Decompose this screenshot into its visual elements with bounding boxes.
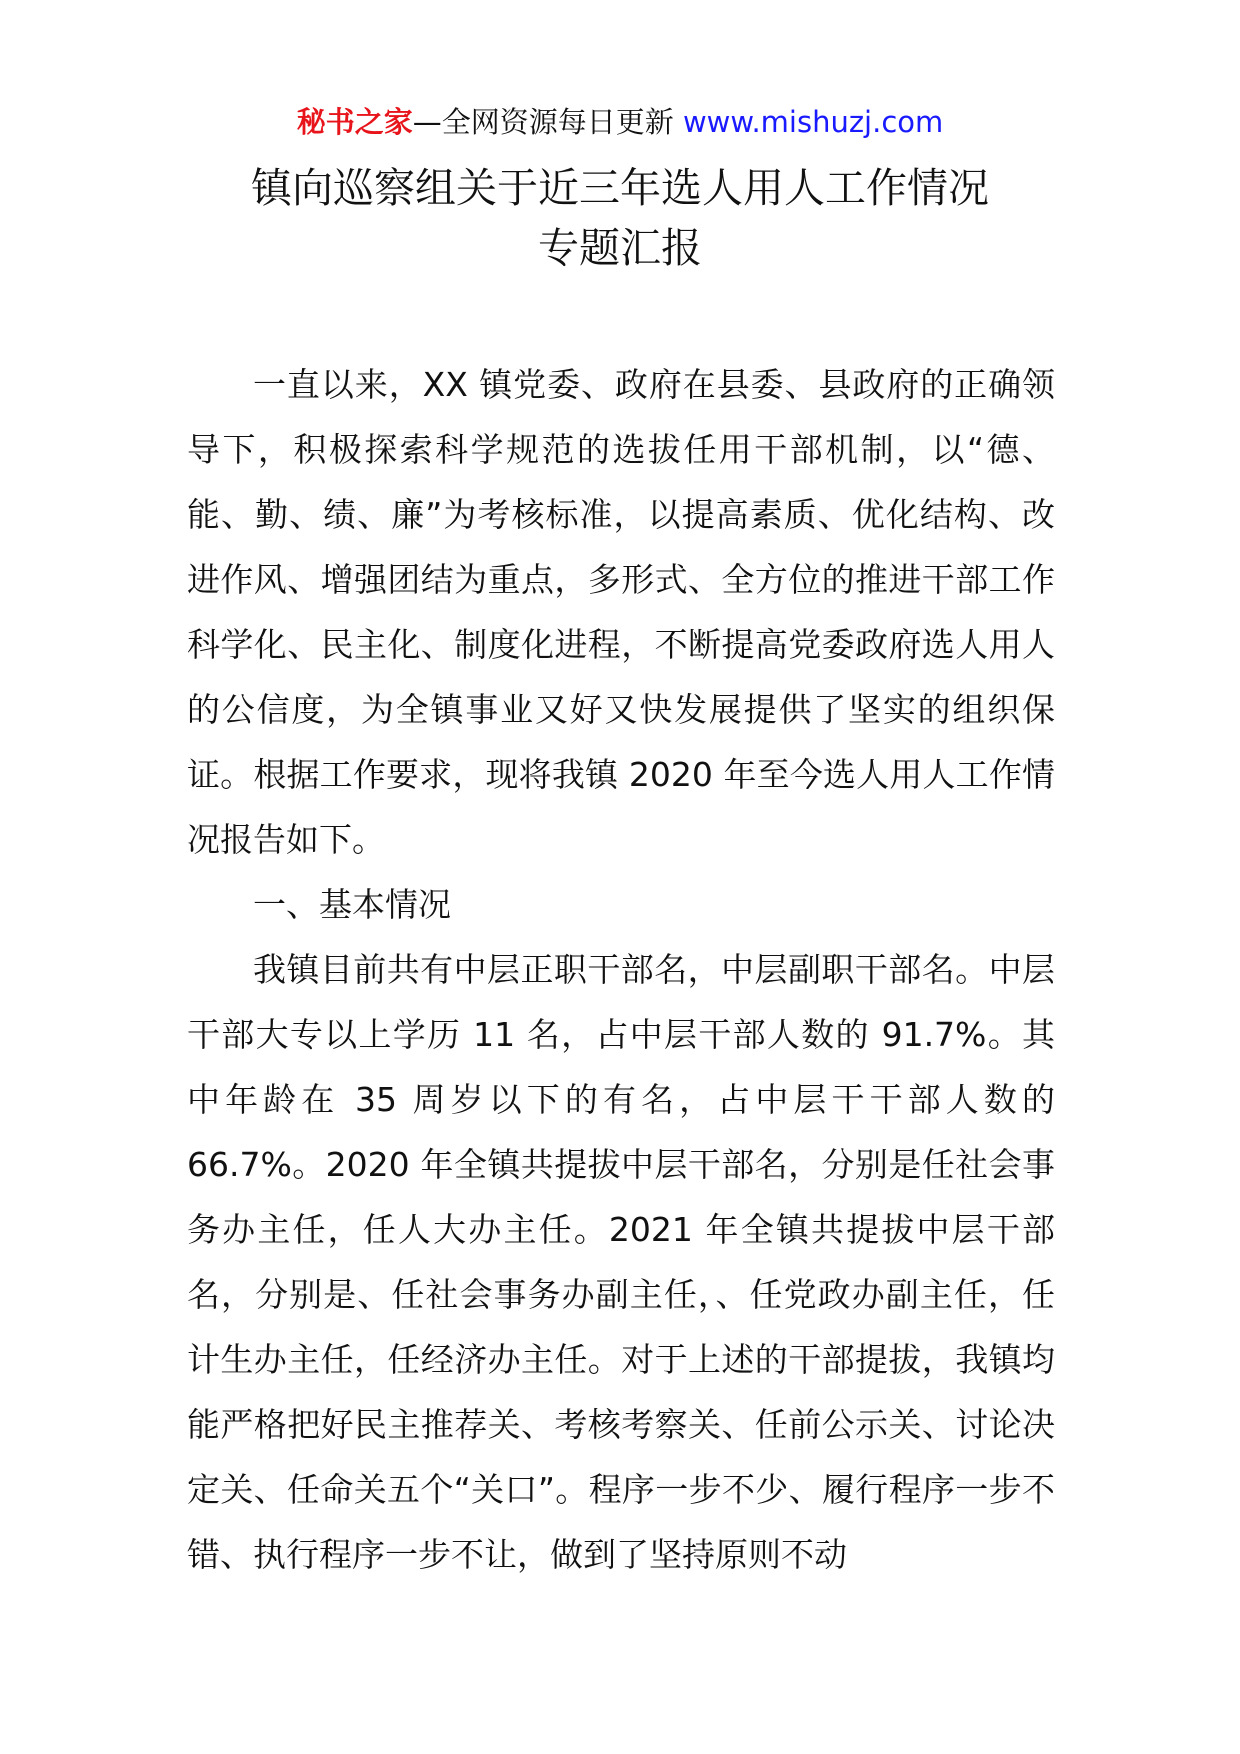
document-body (187, 352, 1055, 1587)
title-line-1: 镇向巡察组关于近三年选人用人工作情况 (251, 164, 989, 212)
intro-paragraph: 一直以来，XX 镇党委、政府在县委、县政府的正确领导下，积极探索科学规范的选拔任用干部机制，以“德、能、勤、绩、廉”为考核标准，以提高素质、优化结构、改进作风、增强团结为重点，多形式、全方位的推进干部工作科学化、民主化、制度化进程，不断提高党委政府选人用人的公信度，为全镇事业又好又快发展提供了坚实的组织保证。根据工作要求，现将我镇 2020 年至今选人用人工作情况报告如下。 (187, 365, 1055, 859)
header-tagline: —全网资源每日更新 (412, 105, 674, 139)
document-title (0, 158, 1240, 278)
basic-situation-paragraph: 我镇目前共有中层正职干部名，中层副职干部名。中层干部大专以上学历 11 名，占中层干部人数的 91.7%。其中年龄在 35 周岁以下的有名，占中层干干部人数的 66.7%。2020 年全镇共提拔中层干部名，分别是任社会事务办主任，任人大办主任。2021 年全镇共提拔中层干部名，分别是、任社会事务办副主任，、任党政办副主任，任计生办主任，任经济办主任。对于上述的干部提拔，我镇均能严格把好民主推荐关、考核考察关、任前公示关、讨论决定关、任命关五个“关口”。程序一步不少、履行程序一步不错、执行程序一步不让，做到了坚持原则不动 (187, 950, 1055, 1574)
header-banner (0, 102, 1240, 142)
brand-name: 秘书之家 (296, 105, 413, 139)
title-line-2: 专题汇报 (538, 224, 702, 272)
section-heading-basic-situation: 一、基本情况 (253, 885, 451, 924)
site-url-link[interactable]: www.mishuzj.com (682, 105, 944, 139)
